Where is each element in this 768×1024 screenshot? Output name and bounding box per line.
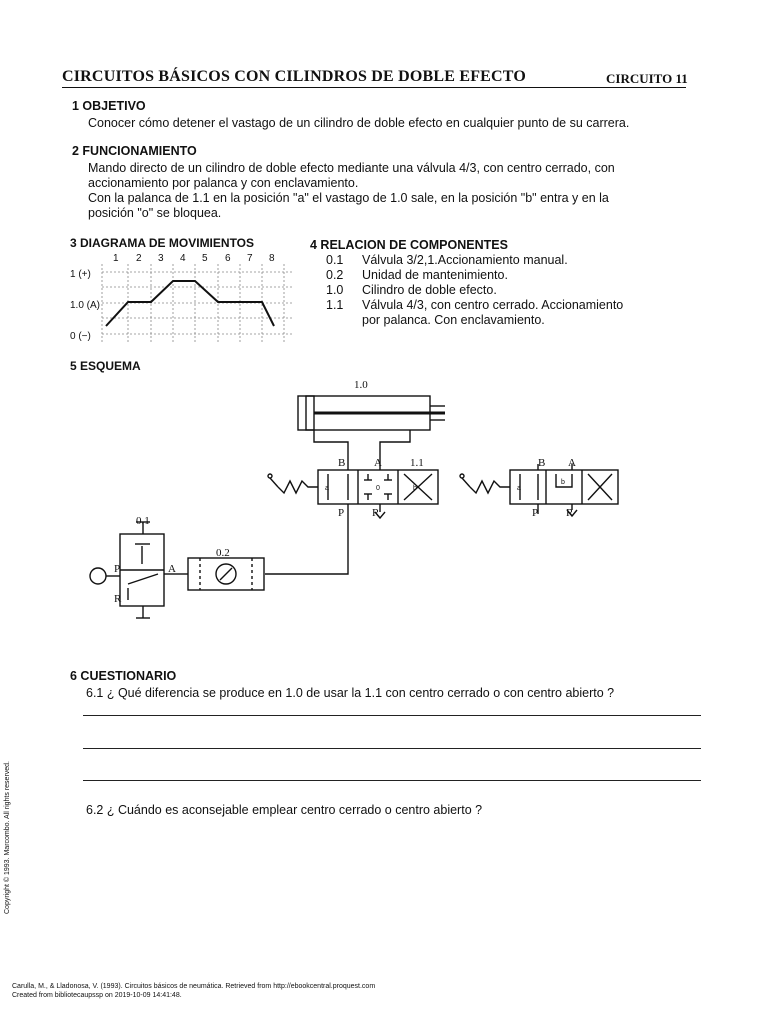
funcionamiento-line-1: Mando directo de un cilindro de doble efecto mediante una válvula 4/3, con centro cerrado, con [88, 161, 615, 175]
level-label: 1 (+) [70, 269, 91, 280]
section-cuestionario-heading: 6 CUESTIONARIO [70, 669, 177, 683]
valve01-port-r: R [114, 593, 122, 605]
component-desc: Válvula 4/3, con centro cerrado. Accionamiento [362, 298, 624, 312]
step-label: 6 [225, 253, 231, 264]
cylinder-label: 1.0 [354, 379, 368, 391]
pos-b-label-alt: b [561, 479, 565, 486]
pneumatic-schematic [80, 374, 640, 624]
citation-line: Carulla, M., & Lladonosa, V. (1993). Circuitos básicos de neumática. Retrieved from http://ebookcentral.proquest.com [12, 983, 376, 990]
funcionamiento-line-4: posición "o" se bloquea. [88, 206, 222, 220]
supply-line [265, 516, 348, 574]
line-a [380, 430, 410, 470]
component-desc: Unidad de mantenimiento. [362, 268, 508, 282]
funcionamiento-line-3: Con la palanca de 1.1 en la posición "a" el vastago de 1.0 sale, en la posición "b" entra y en la [88, 191, 609, 205]
unit-02-label: 0.2 [216, 547, 230, 559]
service-unit [176, 558, 264, 590]
question-6-2: 6.2 ¿ Cuándo es aconsejable emplear centro cerrado o centro abierto ? [86, 803, 483, 817]
level-label: 1.0 (A) [70, 300, 101, 311]
component-id: 1.1 [326, 298, 344, 312]
pos-o-label: 0 [376, 485, 380, 492]
port-p-label: P [338, 507, 345, 519]
copyright-notice: Copyright © 1993. Marcombo. All rights reserved. [4, 760, 11, 914]
step-label: 7 [247, 253, 253, 264]
pos-a-label: a [325, 485, 329, 492]
pos-b-label: b [413, 485, 417, 492]
movement-curve [106, 281, 274, 326]
title-underline [62, 87, 686, 88]
step-label: 1 [113, 253, 119, 264]
objetivo-text: Conocer cómo detener el vastago de un cilindro de doble efecto en cualquier punto de su carrera. [88, 116, 630, 130]
section-funcionamiento-heading: 2 FUNCIONAMIENTO [72, 144, 197, 158]
step-label: 5 [202, 253, 208, 264]
component-desc-continued: por palanca. Con enclavamiento. [362, 313, 545, 327]
lever-actuator [268, 474, 318, 493]
question-6-1: 6.1 ¿ Qué diferencia se produce en 1.0 de usar la 1.1 con centro cerrado o con centro abierto ? [86, 686, 615, 700]
section-objetivo-heading: 1 OBJETIVO [72, 99, 146, 113]
step-label: 2 [136, 253, 142, 264]
component-id: 1.0 [326, 283, 344, 297]
answer-line [83, 715, 701, 716]
section-diagrama-heading: 3 DIAGRAMA DE MOVIMIENTOS [70, 236, 255, 250]
component-desc: Válvula 3/2,1.Accionamiento manual. [362, 253, 568, 267]
created-line: Created from bibliotecaupssp on 2019-10-09 14:41:48. [12, 992, 182, 999]
port-b-label-alt: B [538, 457, 546, 469]
movement-diagram [60, 250, 300, 350]
step-label: 3 [158, 253, 164, 264]
port-a-label-alt: A [568, 457, 576, 469]
section-esquema-heading: 5 ESQUEMA [70, 359, 141, 373]
port-r-label-alt: R [566, 507, 574, 519]
answer-line [83, 748, 701, 749]
valve01-port-a: A [168, 563, 176, 575]
valve01-port-p: P [114, 563, 121, 575]
step-label: 8 [269, 253, 275, 264]
valve-label: 1.1 [410, 457, 424, 469]
valve-4-3-alternative [460, 464, 618, 516]
port-p-label-alt: P [532, 507, 539, 519]
funcionamiento-line-2: accionamiento por palanca y con enclavamiento. [88, 176, 359, 190]
double-acting-cylinder [298, 396, 445, 430]
component-id: 0.2 [326, 268, 344, 282]
port-r-label: R [372, 507, 380, 519]
page-title: CIRCUITOS BÁSICOS CON CILINDROS DE DOBLE EFECTO [62, 68, 527, 85]
section-componentes-heading: 4 RELACION DE COMPONENTES [310, 238, 508, 252]
step-label: 4 [180, 253, 186, 264]
circuit-number: CIRCUITO 11 [606, 71, 688, 86]
answer-line [83, 780, 701, 781]
component-id: 0.1 [326, 253, 344, 267]
pos-a-label-alt: a [517, 485, 521, 492]
port-b-label: B [338, 457, 346, 469]
port-a-label: A [374, 457, 382, 469]
valve-01-label: 0.1 [136, 515, 150, 527]
component-desc: Cilindro de doble efecto. [362, 283, 497, 297]
level-label: 0 (−) [70, 331, 91, 342]
